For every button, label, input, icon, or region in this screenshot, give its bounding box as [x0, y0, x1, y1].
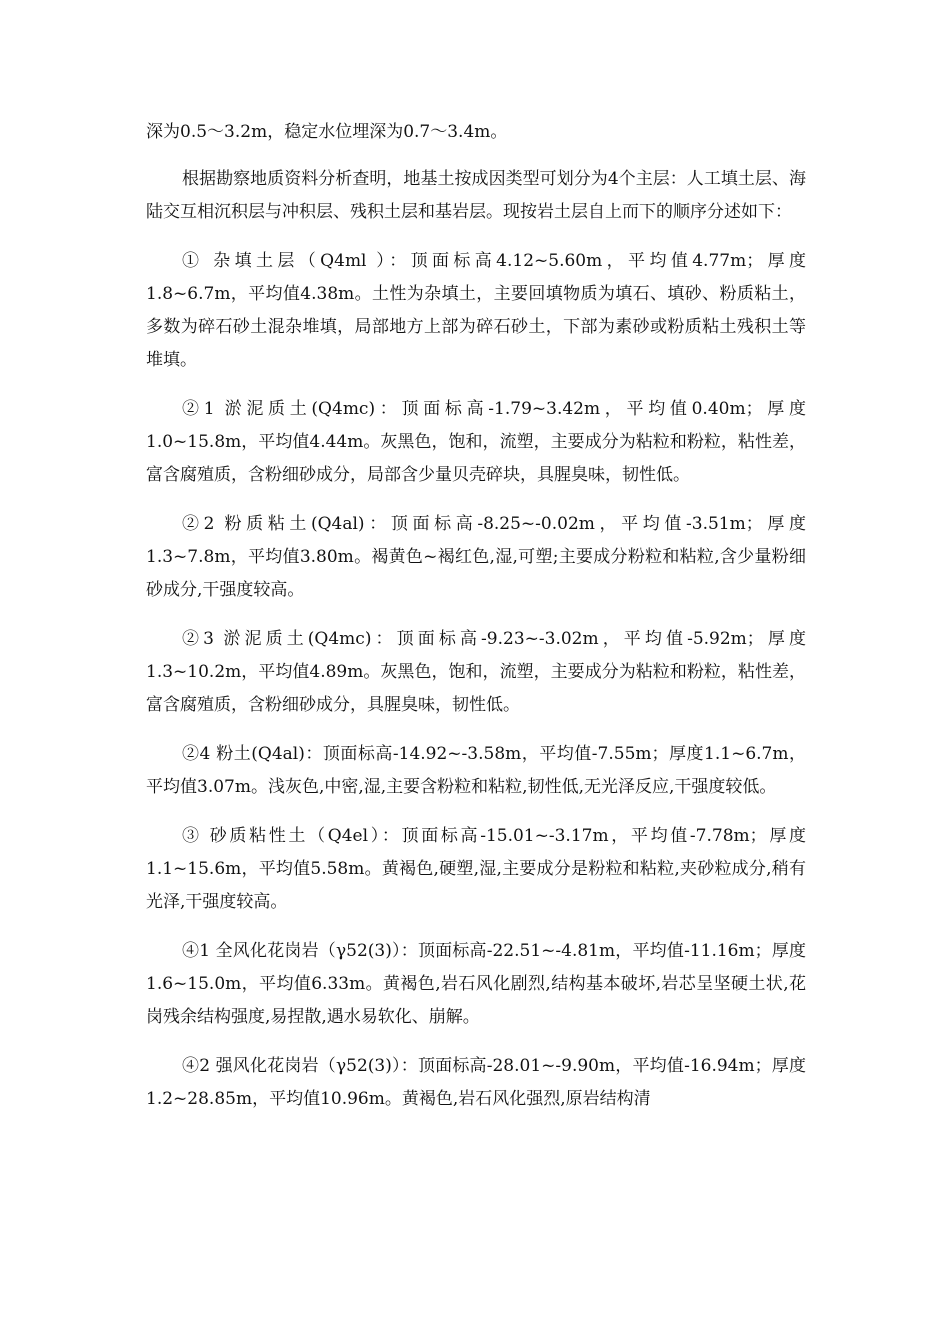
paragraph-layer-2-4: ②4 粉土(Q4al)：顶面标高-14.92~-3.58m，平均值-7.55m；厚度1.1~6.7m，平均值3.07m。浅灰色,中密,湿,主要含粉粒和粘粒,韧性低,无光泽反应,干强度较低。: [146, 744, 806, 797]
paragraph-layer-3: ③ 砂质粘性土（Q4el）：顶面标高-15.01~-3.17m，平均值-7.78m；厚度1.1~15.6m，平均值5.58m。黄褐色,硬塑,湿,主要成分是粉粒和粘粒,夹砂粒成分,稍有光泽,干强度较高。: [146, 826, 806, 912]
paragraph-layer-1: ① 杂填土层（Q4ml ）：顶面标高4.12~5.60m，平均值4.77m；厚度1.8~6.7m，平均值4.38m。土性为杂填土，主要回填物质为填石、填砂、粉质粘土，多数为碎石砂土混杂堆填，局部地方上部为碎石砂土，下部为素砂或粉质粘土残积土等堆填。: [146, 251, 806, 370]
paragraph-layer-2-3: ②3 淤泥质土(Q4mc)：顶面标高-9.23~-3.02m，平均值-5.92m；厚度1.3~10.2m，平均值4.89m。灰黑色，饱和，流塑，主要成分为粘粒和粉粒，粘性差，富含腐殖质，含粉细砂成分，具腥臭味，韧性低。: [146, 629, 806, 715]
paragraph-layer-4-1: ④1 全风化花岗岩（γ52(3)）：顶面标高-22.51~-4.81m，平均值-11.16m；厚度1.6~15.0m，平均值6.33m。黄褐色,岩石风化剧烈,结构基本破坏,岩芯呈坚硬土状,花岗残余结构强度,易捏散,遇水易软化、崩解。: [146, 941, 806, 1027]
paragraph-intro: 根据勘察地质资料分析查明，地基土按成因类型可划分为4个主层：人工填土层、海陆交互相沉积层与冲积层、残积土层和基岩层。现按岩土层自上而下的顺序分述如下：: [146, 169, 806, 222]
document-body: [146, 116, 806, 1132]
paragraph-layer-2-1: ②1 淤泥质土(Q4mc)：顶面标高-1.79~3.42m，平均值0.40m；厚度1.0~15.8m，平均值4.44m。灰黑色，饱和，流塑，主要成分为粘粒和粉粒，粘性差，富含腐殖质，含粉细砂成分，局部含少量贝壳碎块，具腥臭味，韧性低。: [146, 399, 806, 485]
paragraph-water-depth: 深为0.5～3.2m，稳定水位埋深为0.7～3.4m。: [146, 122, 508, 142]
paragraph-layer-4-2: ④2 强风化花岗岩（γ52(3)）：顶面标高-28.01~-9.90m，平均值-16.94m；厚度1.2~28.85m，平均值10.96m。黄褐色,岩石风化强烈,原岩结构清: [146, 1056, 806, 1109]
paragraph-layer-2-2: ②2 粉质粘土(Q4al)：顶面标高-8.25~-0.02m，平均值-3.51m；厚度1.3~7.8m，平均值3.80m。褐黄色~褐红色,湿,可塑;主要成分粉粒和粘粒,含少量粉细砂成分,干强度较高。: [146, 514, 806, 600]
